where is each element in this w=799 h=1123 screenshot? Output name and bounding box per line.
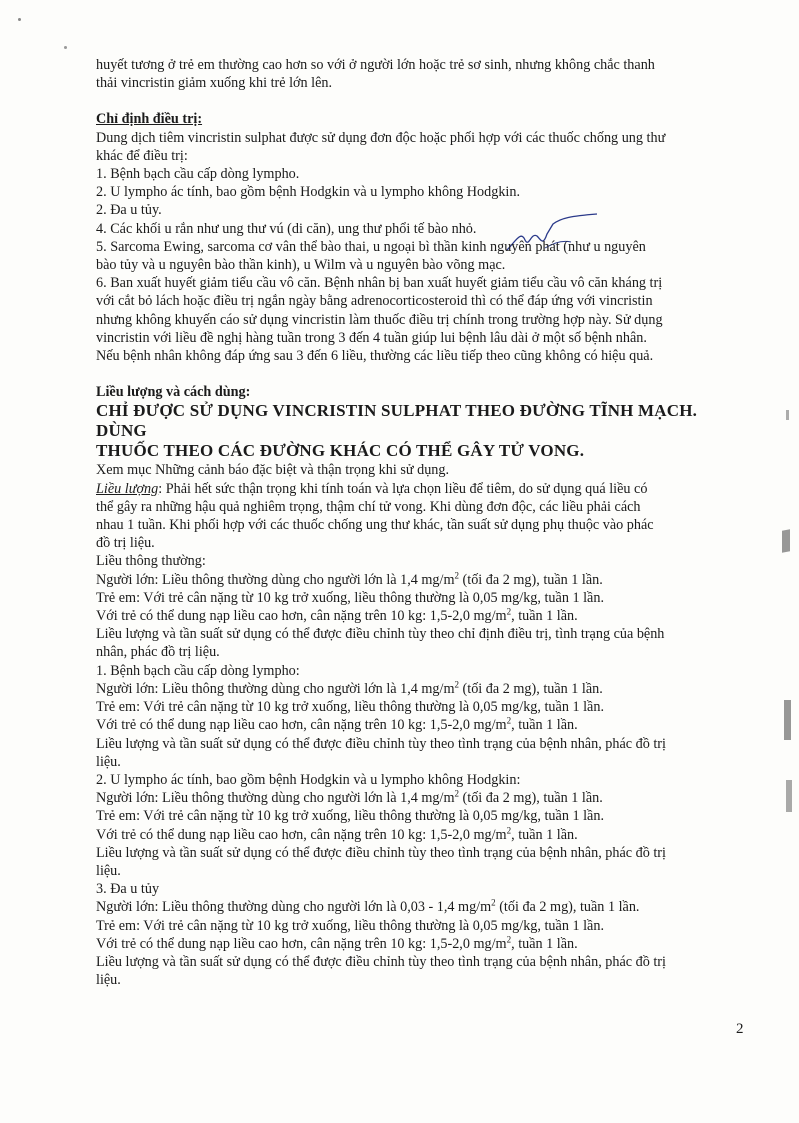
superscript: 2 — [454, 788, 459, 799]
body-text: , tuần 1 lần. — [511, 717, 578, 734]
body-line: bào tủy và u nguyên bào thần kinh), u Wilm và u nguyên bào võng mạc. — [96, 257, 506, 274]
body-text: (tối đa 2 mg), tuần 1 lần. — [459, 680, 603, 697]
body-line: Nếu bệnh nhân không đáp ứng sau 3 đến 6 liều, thường các liều tiếp theo cũng không có hiệu quả. — [96, 348, 654, 365]
superscript: 2 — [506, 934, 512, 944]
child-dose-line: Trẻ em: Với trẻ cân nặng từ 10 kg trở xuống, liều thông thường là 0,05 mg/kg, tuần 1 lần. — [96, 699, 604, 716]
subsection-title: 2. U lympho ác tính, bao gồm bệnh Hodgkin và u lympho không Hodgkin: — [96, 771, 521, 788]
adult-dose-line — [96, 571, 746, 589]
body-line: đồ trị liệu. — [96, 535, 155, 552]
list-item: 5. Sarcoma Ewing, sarcoma cơ vân thể bào thai, u ngoại bì thần kinh nguyên phát (như u nguyên — [96, 238, 646, 255]
body-text: Với trẻ có thể dung nạp liều cao hơn, cân nặng trên 10 kg: 1,5-2,0 mg/m — [96, 608, 507, 625]
superscript: 2 — [506, 606, 512, 617]
document-body — [96, 56, 746, 989]
body-text: (tối đa 2 mg), tuần 1 lần. — [459, 790, 603, 807]
tolerant-dose-line — [96, 826, 746, 844]
body-line: khác để điều trị: — [96, 147, 188, 164]
child-dose-line: Trẻ em: Với trẻ cân nặng từ 10 kg trở xuống, liều thông thường là 0,05 mg/kg, tuần 1 lần. — [96, 589, 604, 606]
subsection-title: 1. Bệnh bạch cầu cấp dòng lympho: — [96, 662, 300, 679]
dose-label: Liều lượng — [96, 480, 159, 497]
child-dose-line: Trẻ em: Với trẻ cân nặng từ 10 kg trở xuống, liều thông thường là 0,05 mg/kg, tuần 1 lần. — [96, 808, 604, 825]
section-heading-dosage: Liều lượng và cách dùng: — [96, 384, 251, 401]
warning-line: THUỐC THEO CÁC ĐƯỜNG KHÁC CÓ THỂ GÂY TỬ VONG. — [96, 441, 585, 461]
usual-dose-heading: Liều thông thường: — [96, 553, 206, 570]
body-line: thể gây ra những hậu quả nghiêm trọng, thậm chí tử vong. Khi dùng đơn độc, các liều phải cách — [96, 498, 641, 515]
child-dose-line: Trẻ em: Với trẻ cân nặng từ 10 kg trở xuống, liều thông thường là 0,05 mg/kg, tuần 1 lần. — [96, 917, 604, 934]
adult-dose-line — [96, 898, 746, 916]
list-item: 4. Các khối u rắn như ung thư vú (di căn), ung thư phổi tế bào nhỏ. — [96, 220, 477, 237]
adjust-line: liệu. — [96, 753, 121, 770]
adjust-line: Liều lượng và tần suất sử dụng có thể được điều chỉnh tùy theo chỉ định điều trị, tình trạng của bệnh — [96, 626, 665, 643]
list-item: 1. Bệnh bạch cầu cấp dòng lympho. — [96, 166, 300, 183]
scan-edge-mark — [782, 529, 790, 552]
subsection-title: 3. Đa u tủy — [96, 881, 160, 898]
body-text: Với trẻ có thể dung nạp liều cao hơn, cân nặng trên 10 kg: 1,5-2,0 mg/m — [96, 935, 507, 952]
body-text: , tuần 1 lần. — [511, 608, 578, 625]
scan-edge-mark — [786, 780, 792, 812]
body-text: Người lớn: Liều thông thường dùng cho người lớn là 1,4 mg/m — [96, 680, 455, 697]
superscript: 2 — [506, 715, 512, 726]
adult-dose-line — [96, 680, 746, 698]
body-line: vincristin với liều đề nghị hàng tuần trong 3 đến 4 tuần giúp lui bệnh lâu dài ở một số bệnh nhân. — [96, 329, 647, 346]
adjust-line: nhân, phác đồ trị liệu. — [96, 644, 220, 661]
body-text: , tuần 1 lần. — [511, 826, 578, 843]
page-number: 2 — [736, 1021, 744, 1037]
section-heading-indications: Chỉ định điều trị: — [96, 111, 203, 128]
adult-dose-line — [96, 789, 746, 807]
superscript: 2 — [506, 824, 512, 835]
superscript: 2 — [454, 569, 459, 580]
body-line: nhau 1 tuần. Khi phối hợp với các thuốc chống ung thư khác, tần suất sử dụng phụ thuộc vào phác — [96, 517, 654, 534]
body-line: Dung dịch tiêm vincristin sulphat được sử dụng đơn độc hoặc phối hợp với các thuốc chống ung thư — [96, 129, 666, 146]
body-line: : Phải hết sức thận trọng khi tính toán và lựa chọn liều để tiêm, do sử dụng quá liều có — [158, 480, 648, 497]
tolerant-dose-line — [96, 935, 746, 953]
scan-speck — [18, 18, 21, 21]
body-text: Người lớn: Liều thông thường dùng cho người lớn là 0,03 - 1,4 mg/m — [96, 899, 492, 916]
list-item: 2. Đa u tủy. — [96, 202, 162, 219]
body-text: Với trẻ có thể dung nạp liều cao hơn, cân nặng trên 10 kg: 1,5-2,0 mg/m — [96, 717, 507, 734]
body-line: nhưng không khuyến cáo sử dụng vincristin làm thuốc điều trị chính trong trường hợp này. Sử dụng — [96, 311, 663, 328]
tolerant-dose-line — [96, 607, 746, 625]
adjust-line: liệu. — [96, 972, 121, 989]
body-text: Với trẻ có thể dung nạp liều cao hơn, cân nặng trên 10 kg: 1,5-2,0 mg/m — [96, 826, 507, 843]
adjust-line: liệu. — [96, 862, 121, 879]
body-text: , tuần 1 lần. — [511, 935, 578, 952]
adjust-line: Liều lượng và tần suất sử dụng có thể được điều chỉnh tùy theo tình trạng của bệnh nhân, phác đồ trị — [96, 844, 666, 861]
body-line: với cắt bỏ lách hoặc điều trị ngắn ngày bằng adrenocorticosteroid thì có thể đáp ứng với vincristin — [96, 293, 653, 310]
superscript: 2 — [454, 679, 459, 690]
superscript: 2 — [491, 897, 496, 908]
scan-speck — [64, 46, 67, 49]
scan-edge-mark — [784, 700, 791, 740]
body-text: (tối đa 2 mg), tuần 1 lần. — [495, 899, 640, 916]
list-item: 6. Ban xuất huyết giảm tiểu cầu vô căn. Bệnh nhân bị ban xuất huyết giảm tiểu cầu vô căn kháng trị — [96, 275, 663, 292]
body-line: huyết tương ở trẻ em thường cao hơn so với ở người lớn hoặc trẻ sơ sinh, nhưng không chắc thanh — [96, 57, 655, 73]
dose-paragraph — [96, 480, 746, 498]
body-text: Người lớn: Liều thông thường dùng cho người lớn là 1,4 mg/m — [96, 790, 455, 807]
warning-line: CHỈ ĐƯỢC SỬ DỤNG VINCRISTIN SULPHAT THEO ĐƯỜNG TĨNH MẠCH. DÙNG — [96, 401, 698, 441]
list-item: 2. U lympho ác tính, bao gồm bệnh Hodgkin và u lympho không Hodgkin. — [96, 184, 521, 201]
see-section-note: Xem mục Những cảnh báo đặc biệt và thận trọng khi sử dụng. — [96, 462, 450, 479]
adjust-line: Liều lượng và tần suất sử dụng có thể được điều chỉnh tùy theo tình trạng của bệnh nhân, phác đồ trị — [96, 953, 666, 970]
scan-edge-mark — [786, 410, 789, 420]
tolerant-dose-line — [96, 716, 746, 734]
body-text: Người lớn: Liều thông thường dùng cho người lớn là 1,4 mg/m — [96, 571, 455, 588]
adjust-line: Liều lượng và tần suất sử dụng có thể được điều chỉnh tùy theo tình trạng của bệnh nhân, phác đồ trị — [96, 735, 666, 752]
body-text: (tối đa 2 mg), tuần 1 lần. — [459, 571, 603, 588]
body-line: thải vincristin giảm xuống khi trẻ lớn lên. — [96, 75, 333, 92]
